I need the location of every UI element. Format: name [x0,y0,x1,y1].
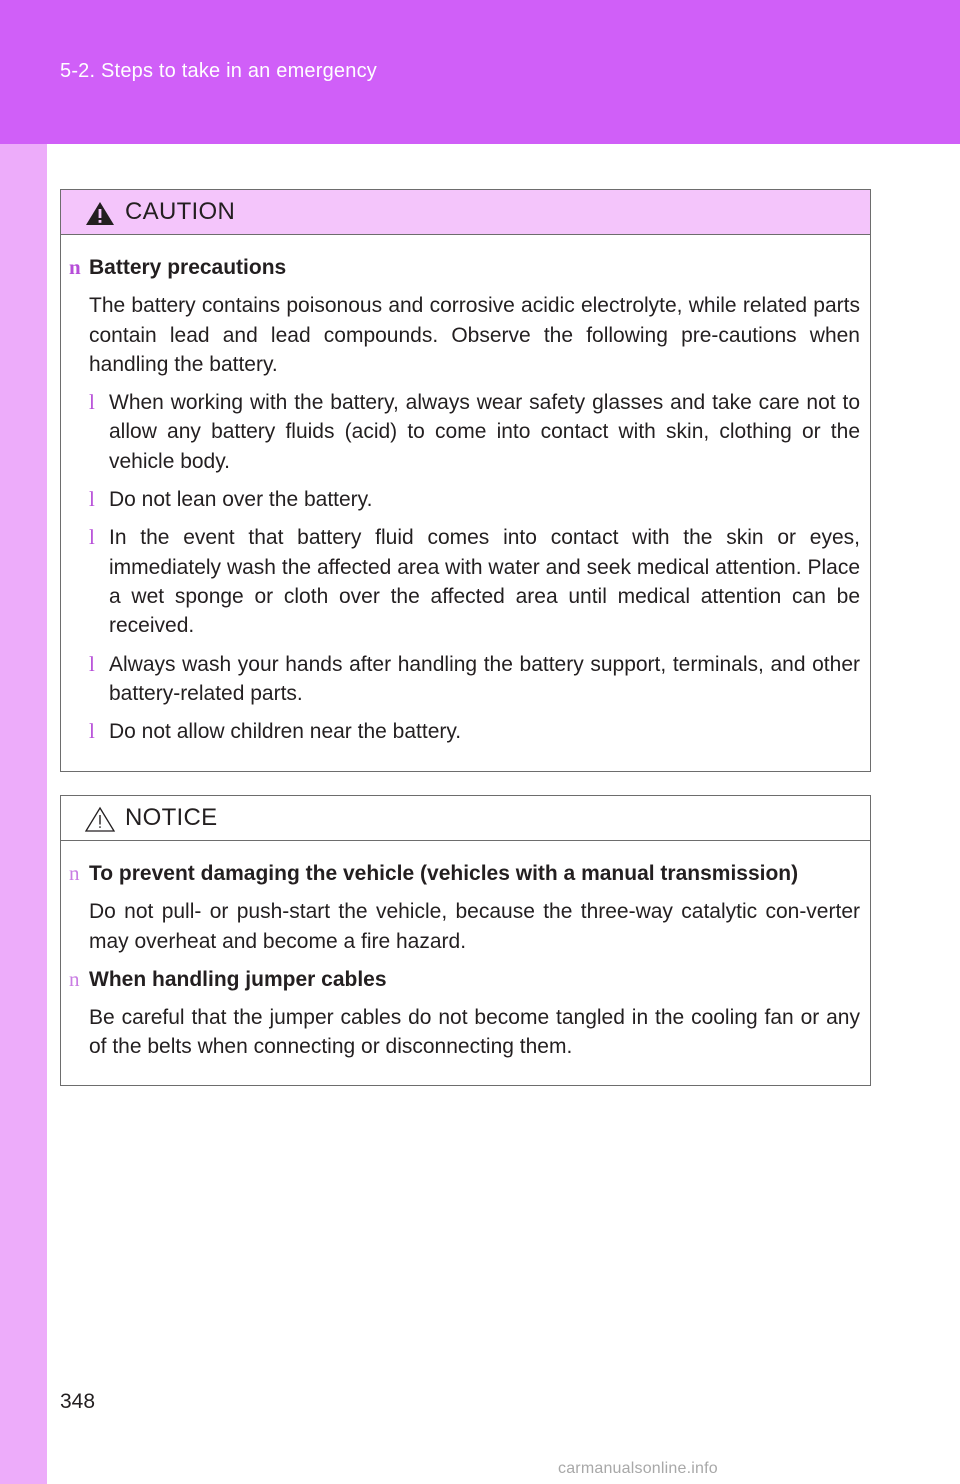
caution-bullet-text: When working with the battery, always wear safety glasses and take care not to allow any battery fluids (acid) to come into contact with skin, clothing or the vehicle body. [109,391,860,473]
caution-bullet-text: In the event that battery fluid comes into contact with the skin or eyes, immediately wash the affected area with water and seek medical attention. Place a wet sponge or cloth over the affected area until medical attention can be received. [109,526,860,638]
page-number: 348 [60,1390,96,1413]
caution-bullet [69,650,860,709]
notice-warning-icon [83,804,117,834]
caution-label: CAUTION [125,198,236,225]
notice-text: Be careful that the jumper cables do not become tangled in the cooling fan or any of the belts when connecting or disconnecting them. [89,1006,860,1059]
warning-icon [83,198,117,228]
caution-bullet-text: Do not allow children near the battery. [109,720,462,744]
caution-bullet-text: Do not lean over the battery. [109,488,373,512]
notice-body [61,841,870,1062]
bullet-marker: l [89,651,95,676]
watermark: carmanualsonline.info [558,1460,718,1477]
section-marker: n [69,966,80,991]
section-marker: n [69,255,81,279]
caution-header [61,190,870,235]
caution-bullet [69,523,860,640]
section-title: 5-2. Steps to take in an emergency [60,60,377,82]
caution-box [60,189,871,772]
notice-box [60,795,871,1086]
notice-label: NOTICE [125,804,218,831]
caution-bullet [69,388,860,476]
caution-intro: The battery contains poisonous and corrosive acidic electrolyte, while related parts contain lead and lead compounds. Observe the following pre-cautions when handling the battery. [89,294,860,376]
caution-body [61,235,870,746]
notice-heading [69,965,860,994]
notice-text: Do not pull- or push-start the vehicle, because the three-way catalytic con-verter may overheat and become a fire hazard. [89,900,860,953]
caution-bullet [69,717,860,746]
notice-heading-text: To prevent damaging the vehicle (vehicles with a manual transmission) [89,862,799,885]
notice-header [61,796,870,841]
bullet-marker: l [89,487,95,512]
caution-bullet-text: Always wash your hands after handling the battery support, terminals, and other battery-related parts. [109,652,860,705]
notice-heading-text: When handling jumper cables [89,967,387,991]
bullet-marker: l [89,525,95,550]
notice-heading [69,859,860,888]
section-marker: n [69,861,80,885]
bullet-marker: l [89,390,95,415]
bullet-marker: l [89,719,95,744]
side-band [0,144,47,1484]
caution-heading-text: Battery precautions [89,256,287,279]
caution-bullet [69,485,860,514]
caution-heading [69,253,860,282]
